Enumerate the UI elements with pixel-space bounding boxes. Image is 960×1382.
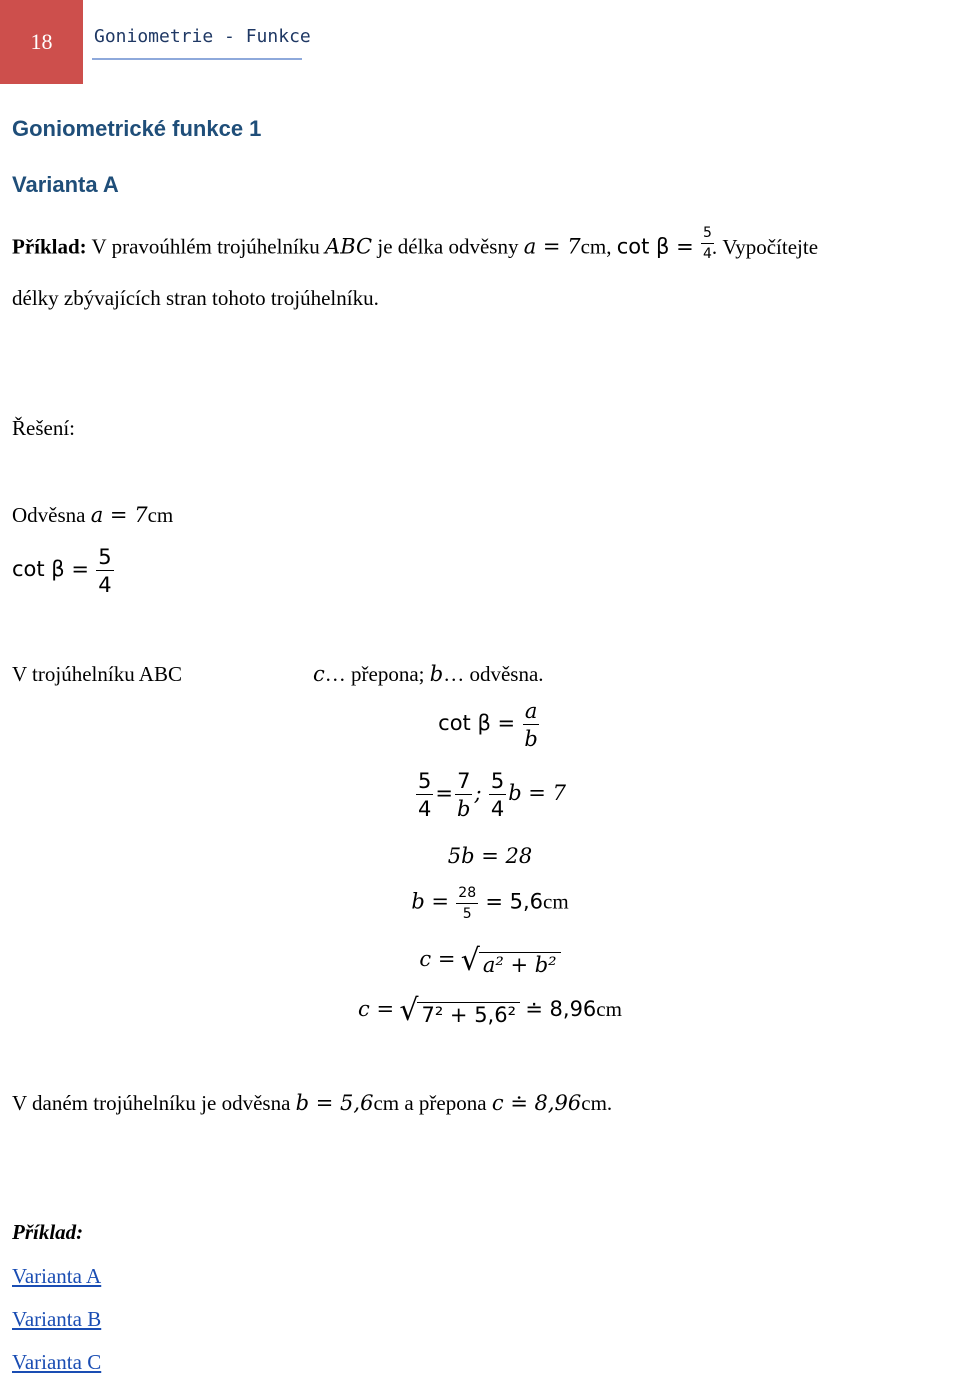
link-varianta-c[interactable]: Varianta C <box>12 1350 102 1374</box>
task-a-eq: a = 7 <box>523 234 581 259</box>
eq2-fraction-3 <box>489 770 506 820</box>
conclusion-text-2: cm a přepona <box>373 1091 487 1115</box>
link-varianta-a[interactable]: Varianta A <box>12 1264 102 1288</box>
equation-3: 5b = 28 <box>447 844 533 868</box>
eq2-sep: ; <box>474 780 482 805</box>
task-text-3: . Vypočítejte <box>711 234 819 259</box>
link-varianta-b[interactable]: Varianta B <box>12 1307 102 1331</box>
given-line-1 <box>12 505 173 526</box>
solution-label: Řešení: <box>12 416 75 440</box>
eq4-rhs: = 5,6 <box>485 889 544 914</box>
conclusion-c: c ≐ 8,96 <box>491 1091 582 1115</box>
given-2-num: 5 <box>96 546 113 571</box>
eq6-radicand: 7² + 5,6² <box>417 1002 520 1026</box>
eq2-f2-den: b <box>457 797 471 822</box>
eq6-sqrt <box>399 993 520 1028</box>
task-text-1: V pravoúhlém trojúhelníku <box>91 234 320 259</box>
eq1-den: b <box>524 727 538 752</box>
task-line-1 <box>12 225 819 262</box>
task-label: Příklad: <box>12 234 87 259</box>
equation-5 <box>300 943 680 978</box>
running-title: Goniometrie - Funkce <box>94 26 311 47</box>
given-line-2 <box>12 546 116 596</box>
eq6-lhs: c = <box>358 996 395 1021</box>
eq2-fraction-2 <box>455 770 472 820</box>
task-frac-num: 5 <box>701 226 714 244</box>
eq5-sqrt <box>460 943 561 978</box>
given-1-math: a = 7 <box>90 503 148 527</box>
c-text: … přepona; <box>324 662 425 686</box>
eq5-lhs: c = <box>419 946 456 971</box>
given-2-fraction <box>96 546 113 596</box>
eq2-f2-num: 7 <box>455 770 472 795</box>
page-number: 18 <box>30 29 53 54</box>
sides-legend <box>313 664 544 685</box>
eq4-fraction <box>456 886 478 921</box>
sqrt-symbol: √ <box>399 993 419 1028</box>
eq6-unit: cm <box>596 996 622 1021</box>
page-number-box <box>0 0 83 84</box>
eq4-den: 5 <box>462 905 472 922</box>
equation-2 <box>300 770 680 820</box>
eq4-unit: cm <box>543 889 569 914</box>
given-2-math: cot β = <box>12 556 89 581</box>
c-symbol: c <box>313 662 325 686</box>
given-2-den: 4 <box>98 573 112 598</box>
eq2-f1-den: 4 <box>418 797 432 822</box>
eq1-num: a <box>523 700 540 725</box>
conclusion <box>12 1093 612 1114</box>
given-1-text: Odvěsna <box>12 503 86 527</box>
eq2-f3-num: 5 <box>489 770 506 795</box>
eq5-radicand: a² + b² <box>479 952 561 976</box>
eq1-lhs: cot β = <box>438 710 516 735</box>
eq2-f3-den: 4 <box>490 797 505 822</box>
triangle-text: V trojúhelníku ABC <box>12 662 182 686</box>
footer-label: Příklad: <box>12 1220 84 1244</box>
equation-4 <box>300 886 680 921</box>
section-heading: Goniometrické funkce 1 <box>12 116 262 141</box>
b-symbol: b <box>429 662 444 686</box>
eq2-f1-num: 5 <box>416 770 433 795</box>
conclusion-b: b = 5,6 <box>295 1091 374 1115</box>
eq2-fraction-1 <box>416 770 433 820</box>
conclusion-text-1: V daném trojúhelníku je odvěsna <box>12 1091 291 1115</box>
equation-1 <box>300 700 680 750</box>
task-a-unit: cm, <box>580 234 612 259</box>
eq1-fraction <box>522 700 539 750</box>
task-line-2: délky zbývajících stran tohoto trojúhelníku. <box>12 286 379 310</box>
eq4-num: 28 <box>456 886 478 904</box>
eq6-rhs: ≐ 8,96 <box>525 996 597 1021</box>
b-text: … odvěsna. <box>443 662 544 686</box>
eq2-rhs: b = 7 <box>508 780 566 805</box>
equation-6 <box>300 993 680 1028</box>
given-1-unit: cm <box>147 503 174 527</box>
running-title-rule <box>92 58 302 60</box>
task-cot-eq: cot β = <box>616 234 694 259</box>
variant-heading: Varianta A <box>12 172 119 197</box>
eq4-lhs: b = <box>411 889 450 914</box>
task-frac-den: 4 <box>702 245 712 262</box>
task-abc: ABC <box>325 234 373 259</box>
eq2-eq: = <box>435 780 454 805</box>
sqrt-symbol: √ <box>460 943 480 978</box>
conclusion-text-3: cm. <box>581 1091 613 1115</box>
task-text-2: je délka odvěsny <box>377 234 519 259</box>
